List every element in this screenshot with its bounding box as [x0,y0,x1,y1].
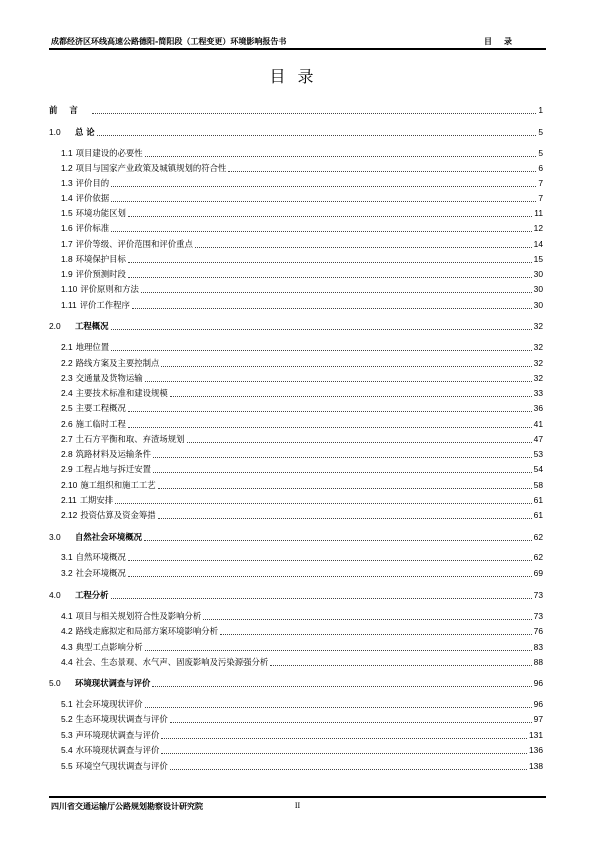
toc-dot-leader [170,721,532,723]
toc-entry-number: 1.3 [61,178,73,188]
toc-entry-page: 47 [533,434,543,444]
toc-entry-label: 评价工作程序 [79,300,130,310]
toc-entry-number: 1.2 [61,163,73,173]
toc-entry-page: 96 [533,699,543,709]
footer-page-number: II [294,801,301,810]
toc-entry-number: 1.9 [61,269,73,279]
toc-entry[interactable] [61,207,543,219]
toc-dot-leader [145,155,537,157]
toc-entry[interactable] [61,567,543,579]
toc-entry[interactable] [61,479,543,491]
toc-entry-label: 自然社会环境概况 [75,532,142,542]
toc-entry-number: 2.12 [61,510,78,520]
toc-entry-label: 工程概况 [75,321,109,331]
toc-entry[interactable] [61,177,543,189]
toc-entry-number: 1.4 [61,193,73,203]
toc-entry-label: 项目与相关规划符合性及影响分析 [75,611,202,621]
toc-entry-label: 环境保护目标 [75,254,126,264]
toc-entry-page: 62 [533,552,543,562]
toc-entry[interactable] [61,509,543,521]
toc-entry-label: 路线方案及主要控制点 [75,358,160,368]
toc-entry[interactable] [49,126,543,138]
toc-entry[interactable] [61,713,543,725]
toc-entry-page: 15 [533,254,543,264]
toc-entry-page: 36 [533,403,543,413]
toc-entry-page: 30 [533,300,543,310]
toc-entry[interactable] [61,418,543,430]
toc-entry-label: 评价原则和方法 [80,284,139,294]
toc-dot-leader [132,307,532,309]
toc-entry[interactable] [61,641,543,653]
toc-entry-number: 5.2 [61,714,73,724]
toc-entry[interactable] [49,677,543,689]
page-title: 目录 [269,67,326,86]
toc-entry[interactable] [61,299,543,311]
toc-entry-number: 5.3 [61,730,73,740]
toc-entry-label: 评价等级、评价范围和评价重点 [75,239,193,249]
toc-entry-page: 1 [538,105,543,115]
toc-dot-leader [161,737,527,739]
toc-entry-label: 典型工点影响分析 [75,642,143,652]
toc-dot-leader [158,517,532,519]
toc-entry[interactable] [61,238,543,250]
toc-entry-label: 地理位置 [75,342,110,352]
toc-entry-label: 项目与国家产业政策及城镇规划的符合性 [75,163,227,173]
toc-dot-leader [228,170,536,172]
toc-dot-leader [195,246,532,248]
toc-entry-number: 2.7 [61,434,73,444]
toc-entry-number: 1.1 [61,148,73,158]
toc-dot-leader [128,410,532,412]
toc-entry-page: 54 [533,464,543,474]
toc-entry[interactable] [61,253,543,265]
header-document-title: 成都经济区环线高速公路德阳-简阳段（工程变更）环境影响报告书 [51,36,287,46]
toc-entry[interactable] [61,162,543,174]
toc-dot-leader [128,559,532,561]
toc-entry-number: 1.10 [61,284,78,294]
footer-organization: 四川省交通运输厅公路规划勘察设计研究院 [51,802,203,811]
toc-dot-leader [144,539,532,541]
toc-entry[interactable] [61,656,543,668]
toc-entry-number: 1.6 [61,223,73,233]
toc-entry-label: 评价依据 [75,193,110,203]
toc-entry-number: 4.3 [61,642,73,652]
toc-entry-page: 6 [538,163,543,173]
toc-entry[interactable] [61,341,543,353]
toc-entry-page: 97 [533,714,543,724]
toc-dot-leader [220,633,532,635]
toc-entry-label: 工程占地与拆迁安置 [75,464,152,474]
toc-entry-page: 33 [533,388,543,398]
toc-entry-number: 2.0 [49,321,61,331]
toc-dot-leader [145,649,532,651]
page-footer [49,796,546,812]
toc-entry-number: 5.0 [49,678,61,688]
toc-entry-label: 生态环境现状调查与评价 [75,714,168,724]
toc-entry[interactable] [61,192,543,204]
toc-dot-leader [158,487,532,489]
toc-entry-number: 1.8 [61,254,73,264]
toc-entry-page: 96 [533,678,543,688]
toc-entry-label: 环境现状调查与评价 [75,678,151,688]
toc-entry[interactable] [49,320,543,332]
toc-entry-page: 32 [533,321,543,331]
toc-dot-leader [92,112,537,114]
toc-entry-number: 2.11 [61,495,77,505]
toc-entry[interactable] [61,222,543,234]
toc-entry[interactable] [61,433,543,445]
toc-entry-number: 3.2 [61,568,73,578]
toc-entry[interactable] [49,104,543,116]
toc-dot-leader [145,706,532,708]
toc-entry-label: 筑路材料及运输条件 [75,449,152,459]
toc-entry-page: 7 [538,178,543,188]
toc-entry-number: 2.8 [61,449,73,459]
toc-entry-page: 14 [533,239,543,249]
toc-entry-page: 7 [538,193,543,203]
toc-entry-number: 4.2 [61,626,73,636]
toc-entry-page: 88 [533,657,543,667]
toc-entry[interactable] [61,610,543,622]
toc-entry-number: 2.6 [61,419,73,429]
toc-dot-leader [187,441,532,443]
toc-entry-number: 5.1 [61,699,73,709]
toc-entry-label: 施工组织和施工工艺 [80,480,156,490]
toc-entry-page: 62 [533,532,543,542]
toc-entry-page: 32 [533,373,543,383]
toc-dot-leader [111,200,536,202]
toc-entry[interactable] [61,372,543,384]
toc-entry-page: 131 [529,730,543,740]
toc-entry-label: 社会、生态景观、水气声、固废影响及污染源强分析 [75,657,269,667]
toc-entry-label: 项目建设的必要性 [75,148,143,158]
toc-entry-page: 138 [529,761,543,771]
toc-entry-label: 评价标准 [75,223,110,233]
page-header [49,34,546,50]
toc-entry[interactable] [61,698,543,710]
toc-entry-number: 1.0 [49,127,61,137]
toc-entry[interactable] [61,494,543,506]
toc-entry-page: 12 [533,223,543,233]
toc-entry-number: 3.0 [49,532,61,542]
toc-entry-number: 4.0 [49,590,61,600]
toc-dot-leader [161,752,527,754]
toc-entry-number: 2.9 [61,464,73,474]
toc-dot-leader [111,328,532,330]
toc-entry-label: 自然环境概况 [75,552,126,562]
toc-dot-leader [152,685,531,687]
toc-dot-leader [128,261,532,263]
toc-dot-leader [161,365,531,367]
toc-entry[interactable] [61,357,543,369]
toc-entry-page: 32 [533,358,543,368]
toc-entry-number: 1.7 [61,239,73,249]
toc-entry[interactable] [61,268,543,280]
toc-dot-leader [115,502,531,504]
toc-entry-number: 2.4 [61,388,73,398]
toc-entry-page: 5 [538,148,543,158]
toc-dot-leader [170,768,527,770]
toc-entry-label: 前言 [49,105,90,115]
toc-dot-leader [111,349,532,351]
toc-entry-label: 声环境现状调查与评价 [75,730,160,740]
toc-dot-leader [128,575,532,577]
toc-entry[interactable] [61,448,543,460]
toc-entry-number: 5.4 [61,745,73,755]
toc-entry-label: 社会环境概况 [75,568,126,578]
toc-dot-leader [270,664,531,666]
toc-entry-label: 环境功能区划 [75,208,126,218]
toc-entry-number: 1.11 [61,300,77,310]
toc-entry-page: 73 [533,611,543,621]
toc-entry-label: 工程分析 [75,590,109,600]
toc-entry-page: 53 [533,449,543,459]
toc-entry-number: 2.10 [61,480,78,490]
toc-dot-leader [153,471,532,473]
toc-entry-label: 环境空气现状调查与评价 [75,761,168,771]
toc-entry-page: 11 [534,208,543,218]
toc-dot-leader [141,291,532,293]
toc-dot-leader [111,597,532,599]
toc-entry-page: 136 [529,745,543,755]
toc-entry[interactable] [61,463,543,475]
toc-entry-label: 评价预测时段 [75,269,126,279]
toc-entry-label: 施工临时工程 [75,419,126,429]
toc-entry[interactable] [61,147,543,159]
toc-entry-label: 主要技术标准和建设规模 [75,388,168,398]
toc-entry-label: 土石方平衡和取、弃渣场规划 [75,434,185,444]
toc-entry-label: 工期安排 [79,495,114,505]
toc-entry[interactable] [61,744,543,756]
toc-entry-page: 41 [533,419,543,429]
toc-dot-leader [145,380,532,382]
toc-entry[interactable] [61,402,543,414]
toc-entry-label: 主要工程概况 [75,403,126,413]
toc-entry-page: 5 [538,127,543,137]
toc-dot-leader [153,456,532,458]
toc-entry-page: 61 [533,510,543,520]
toc-entry-number: 2.1 [61,342,73,352]
toc-dot-leader [128,276,532,278]
toc-entry-number: 4.1 [61,611,73,621]
toc-dot-leader [128,215,532,217]
toc-entry[interactable] [61,760,543,772]
toc-entry-label: 路线走廊拟定和局部方案环境影响分析 [75,626,219,636]
toc-entry[interactable] [61,283,543,295]
toc-entry-page: 58 [533,480,543,490]
header-section-name: 目录 [484,36,524,46]
toc-entry-label: 水环境现状调查与评价 [75,745,160,755]
toc-entry-number: 2.2 [61,358,73,368]
toc-entry[interactable] [61,551,543,563]
toc-entry-number: 4.4 [61,657,73,667]
toc-entry-page: 69 [533,568,543,578]
toc-entry-page: 76 [533,626,543,636]
toc-entry-page: 30 [533,284,543,294]
toc-dot-leader [203,618,531,620]
toc-entry-page: 83 [533,642,543,652]
toc-entry-number: 2.5 [61,403,73,413]
toc-entry-label: 交通量及货物运输 [75,373,143,383]
toc-dot-leader [128,426,532,428]
toc-entry[interactable] [61,387,543,399]
toc-entry-number: 3.1 [61,552,73,562]
toc-dot-leader [170,395,532,397]
toc-dot-leader [111,230,532,232]
toc-entry-label: 评价目的 [75,178,110,188]
toc-entry[interactable] [49,589,543,601]
toc-dot-leader [97,134,537,136]
toc-dot-leader [111,185,536,187]
toc-entry-number: 2.3 [61,373,73,383]
toc-entry[interactable] [61,625,543,637]
toc-entry-page: 61 [533,495,543,505]
toc-entry-page: 73 [533,590,543,600]
toc-entry[interactable] [61,729,543,741]
toc-entry-label: 社会环境现状评价 [75,699,143,709]
toc-entry-page: 32 [533,342,543,352]
toc-entry-label: 总 论 [75,127,95,137]
toc-entry[interactable] [49,531,543,543]
toc-entry-number: 1.5 [61,208,73,218]
toc-entry-label: 投资估算及资金筹措 [80,510,156,520]
toc-entry-page: 30 [533,269,543,279]
toc-entry-number: 5.5 [61,761,73,771]
